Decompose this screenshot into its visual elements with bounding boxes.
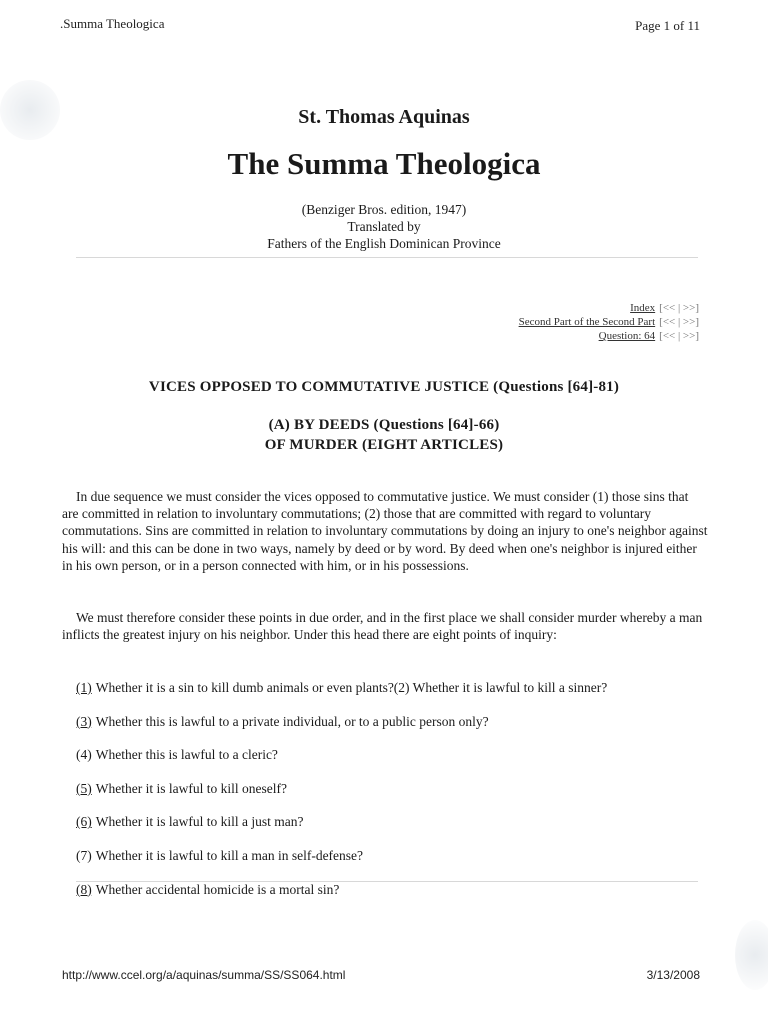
edition-info [0,201,768,252]
inquiry-text: Whether it is lawful to kill a man in self-defense? [95,847,364,863]
article-4-number: (4) [76,747,92,763]
article-7-number: (7) [76,847,92,863]
inquiry-text: Whether accidental homicide is a mortal sin? [95,881,340,897]
edition-line: (Benziger Bros. edition, 1947) [301,202,467,217]
header-page-label: Page 1 of 11 [635,18,700,33]
divider [76,257,698,258]
nav-row-question [519,329,699,343]
translated-by-line: Translated by [347,219,421,234]
inquiry-intro-paragraph [62,609,708,643]
inquiry-text: Whether this is lawful to a cleric? [95,747,278,763]
inquiry-text: Whether this is lawful to a private individual, or to a public person only? [95,713,489,729]
index-link[interactable]: Index [630,302,656,314]
article-8-link[interactable]: (8) [76,881,92,897]
list-item [76,711,716,733]
scan-smudge [735,920,768,990]
list-item [76,778,716,800]
navigation-links [519,301,699,343]
intro-paragraph [62,488,708,574]
footer-url: http://www.ccel.org/a/aquinas/summa/SS/SS064.html [62,968,346,982]
inquiry-list [76,677,716,912]
page-title: The Summa Theologica [227,146,541,181]
inquiry-text: Whether it is a sin to kill dumb animals or even plants?(2) Whether it is lawful to kill a sinner? [95,680,608,695]
article-5-link[interactable]: (5) [76,780,92,796]
list-item [76,811,716,833]
nav-row-index [519,301,699,315]
list-item [76,677,716,699]
second-part-link[interactable]: Second Part of the Second Part [518,316,656,328]
question-heading: OF MURDER (EIGHT ARTICLES) [264,437,504,453]
footer-date: 3/13/2008 [646,968,700,982]
question-link[interactable]: Question: 64 [598,330,656,342]
article-3-link[interactable]: (3) [76,713,92,729]
paragraph-text: In due sequence we must consider the vices opposed to commutative justice. We must consider (1) those sins that are committed in relation to involuntary commutations; (2) those that are committed with regard to voluntary commutations. Sins are committed in relation to involuntary commutations by doing an injury to one's neighbor against his will: and this can be done in two ways, namely by deed or by word. By deed when one's neighbor is injured either in his own person, or in a person connected with him, or in his possessions. [62,489,708,573]
question-prev-next-links[interactable]: [<< | >>] [659,330,699,342]
author-name: St. Thomas Aquinas [298,106,470,128]
paragraph-text: We must therefore consider these points in due order, and in the first place we shall consider murder whereby a man inflicts the greatest injury on his neighbor. Under this head there are eight points of inquiry: [62,610,703,643]
list-item [76,744,716,766]
inquiry-text: Whether it is lawful to kill a just man? [95,814,304,830]
list-item [76,845,716,867]
inquiry-text: Whether it is lawful to kill oneself? [95,780,287,796]
article-1-link[interactable]: (1) [76,680,92,695]
article-6-link[interactable]: (6) [76,814,92,830]
subsection-heading: (A) BY DEEDS (Questions [64]-66) [268,417,500,433]
part-prev-next-links[interactable]: [<< | >>] [659,316,699,328]
translator-line: Fathers of the English Dominican Province [267,236,501,251]
section-heading: VICES OPPOSED TO COMMUTATIVE JUSTICE (Questions [64]-81) [148,379,620,395]
divider [76,881,698,882]
index-prev-next-links[interactable]: [<< | >>] [659,302,699,314]
nav-row-part [519,315,699,329]
header-document-name: .Summa Theologica [60,16,165,31]
